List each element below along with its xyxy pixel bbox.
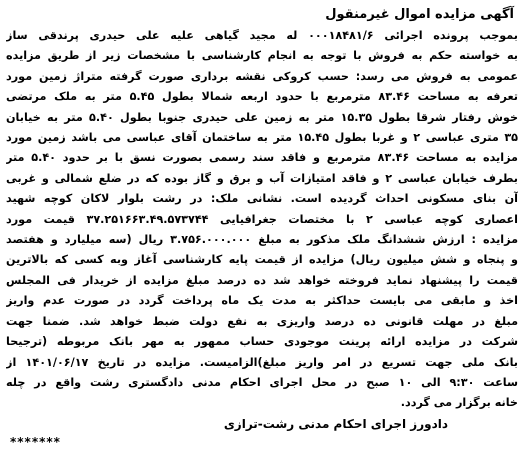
notice-line: آن بنای مسکونی احداث گردیده است. نشانی ملک: در رشت بلوار لاکان کوچه شهید (6, 192, 518, 206)
notice-line: خانه برگزار می گردد. (400, 396, 518, 410)
notice-line: مزایده : ارزش ششدانگ ملک مذکور به مبلغ ۳.۷۵۶.۰۰۰.۰۰۰ ریال (سه میلیارد و هفتصد (6, 233, 518, 247)
notice-title: آگهی مزایده اموال غیرمنقول (325, 7, 514, 22)
notice-line: و پنجاه و شش میلیون ریال) مزایده از قیمت پایه کارشناسی آغاز وبه کسی که بالاترین (6, 253, 518, 267)
notice-line: اعصاری کوچه عباسی ۲ با مختصات جغرافیایی ۳۷.۲۵۱۶۶۳.۴۹.۵۷۳۷۴۴ قیمت مورد (6, 212, 518, 226)
notice-body (6, 26, 518, 414)
notice-line: به خواسته حکم به فروش با توجه به انجام کارشناسی با مشخصات زیر از طریق مزایده (6, 49, 518, 63)
notice-line: مبلغ در مهلت قانونی ده درصد واریزی به نفع دولت ضبط خواهد شد. ضمنا جهت (6, 314, 518, 328)
notice-line: خوش رفتار شرقا بطول ۱۵.۳۵ متر به زمین علی حیدری جنوبا بطول ۵.۴۰ متر به خیابان (6, 110, 518, 124)
notice-line: شرکت در مزایده ارائه پرینت موجودی حساب ممهور به مهر بانک مربوطه (ترجیحا (6, 335, 518, 349)
notice-line: اخذ و مابقی می بایست حداکثر به مدت یک ماه پرداخت گردد در صورت عدم واریز (6, 294, 518, 308)
notice-line: ۳۵ متری عباسی ۲ و غربا بطول ۱۵.۴۵ متر به ساختمان آقای عباسی می باشد زمین مورد (6, 131, 518, 145)
notice-line: بطرف خیابان عباسی ۲ و فاقد امتیازات آب و برق و گاز بوده که در ضلع شمالی و غربی (6, 171, 518, 185)
notice-line: بانک ملی جهت تسریع در امر واریز مبلغ)الزامیست. مزایده در تاریخ ۱۴۰۱/۰۶/۱۷ از (6, 355, 518, 369)
notice-line: تعرفه به مساحت ۸۳.۴۶ مترمربع با حدود اربعه شمالا بطول ۵.۴۵ متر به ملک مرتضی (6, 90, 518, 104)
signature-line: دادورز اجرای احکام مدنی رشت-ترازی (223, 416, 448, 431)
notice-line: بموجب پرونده اجرائی ۰۰۰۱۸۴۸۱/۶ له مجید گیاهی علیه علی حیدری پرندقی ساز (6, 29, 518, 42)
stars-divider: ******* (10, 434, 61, 449)
notice-line: قیمت را پیشنهاد نماید فروخته خواهد شد ده درصد مبلغ مزایده از خریدار فی المجلس (6, 273, 518, 287)
notice-line: ساعت ۹:۳۰ الی ۱۰ صبح در محل اجرای احکام مدنی دادگستری رشت واقع در چله (6, 375, 518, 389)
notice-line: مزایده به مساحت ۸۳.۴۶ مترمربع و فاقد سند رسمی بصورت نسق با بر حدود ۵.۴۰ متر (6, 151, 518, 165)
notice-line: عمومی به فروش می رسد: حسب کروکی نقشه برداری صورت گرفته متراژ زمین مورد (6, 69, 518, 83)
